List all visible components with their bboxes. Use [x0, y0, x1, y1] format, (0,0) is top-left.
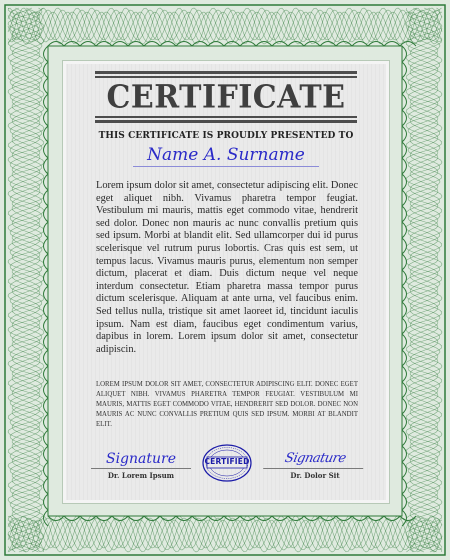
- certified-seal: [202, 444, 252, 482]
- certificate-title: CERTIFICATE: [106, 79, 346, 116]
- title-block: [95, 71, 357, 125]
- seal-label: CERTIFIED: [204, 457, 250, 466]
- signature-left: [91, 451, 191, 480]
- certificate-fine-print: LOREM IPSUM DOLOR SIT AMET, CONSECTETUR ADIPISCING ELIT. DONEC EGET ALIQUET NIBH. VIVAMUS PHARETRA TEMPOR FEUGIAT. VESTIBULUM MI MAURIS, MATTIS EGET COMMODO VITAE, HENDRERIT SED DOLOR. DONEC NON MAURIS AC NUNC CONVALLIS PRETIUM QUIS SED IPSUM. MORBI AT BLANDIT ELIT.: [96, 381, 358, 428]
- signature-right: [265, 451, 365, 480]
- signature-left-name: Dr. Lorem Ipsum: [107, 471, 175, 480]
- signature-left-script: Signature: [91, 451, 191, 469]
- recipient-name: Name A. Surname: [133, 145, 319, 167]
- presented-to-line: THIS CERTIFICATE IS PROUDLY PRESENTED TO: [98, 131, 354, 141]
- title-rule-top-thin: [95, 76, 357, 78]
- certificate-body-text: Lorem ipsum dolor sit amet, consectetur adipiscing elit. Donec eget aliquet nibh. Vivamus pharetra tempor feugiat. Vestibulum mi mauris, mattis eget commodo vitae, hendrerit sed dolor. Donec non mauris ac nunc convallis pretium quis sed ipsum. Morbi at blandit elit. Sed ullamcorper dui id purus scelerisque vel rutrum purus lobortis. Cras quis est sem, ut tempus lacus. Vivamus mauris purus, elementum non semper dictum, placerat et diam. Duis dictum neque vel neque interdum consectetur. Etiam pharetra massa tempor purus dictum scelerisque. Aliquam at ante urna, vel faucibus enim. Sed tellus nulla, tristique sit amet laoreet id, tincidunt iaculis ipsum. Nam est diam, faucibus eget condimentum varius, dapibus in lorem. Lorem ipsum dolor sit amet, consectetur adipiscin.: [96, 180, 358, 355]
- certificate-panel: [62, 60, 390, 504]
- title-rule-bottom: [95, 120, 357, 123]
- title-rule-top: [95, 71, 357, 74]
- signature-right-script: Signature: [263, 451, 367, 469]
- signature-right-name: Dr. Dolor Sit: [290, 471, 340, 480]
